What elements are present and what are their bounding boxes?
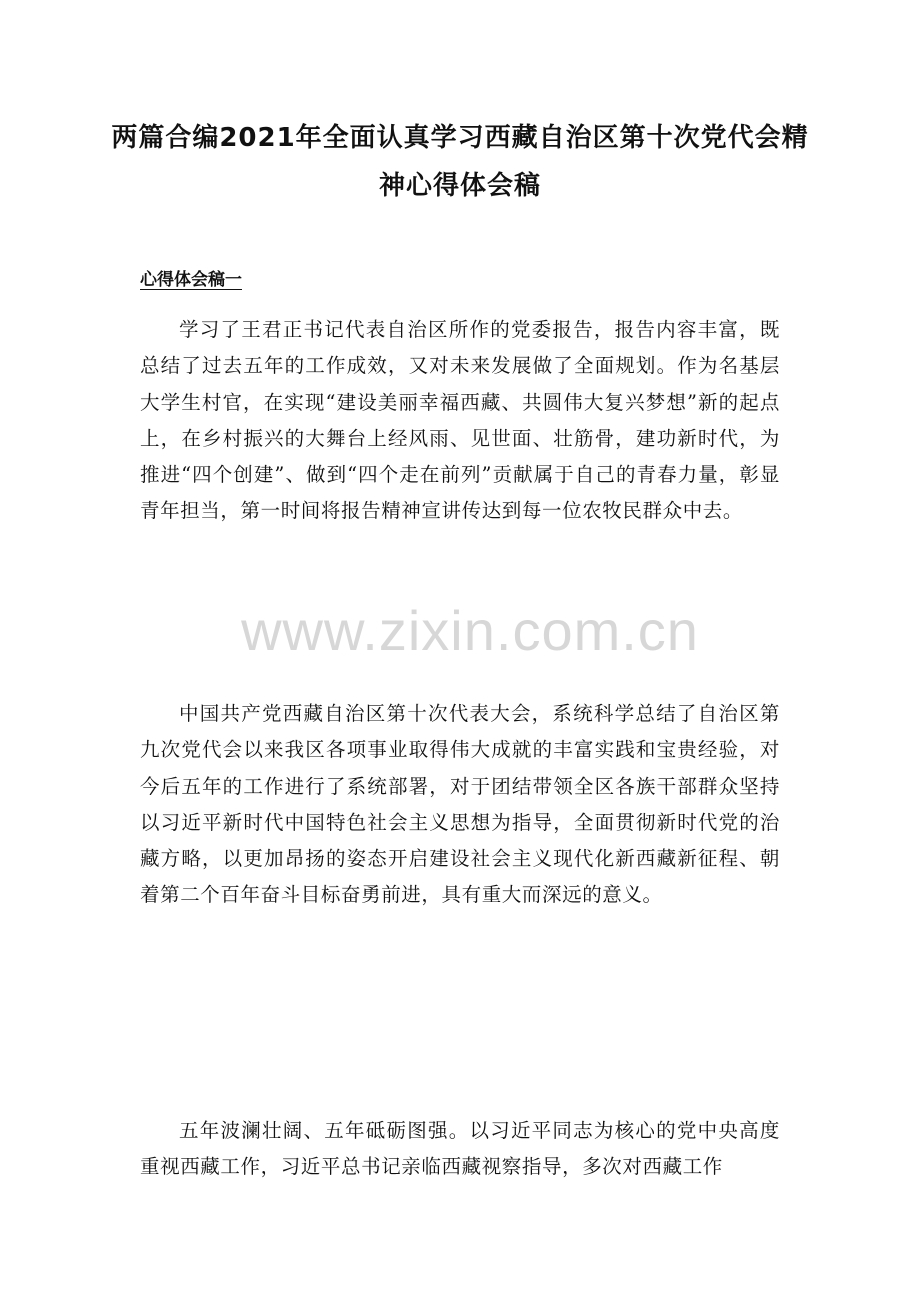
- body-paragraph-2: 中国共产党西藏自治区第十次代表大会，系统科学总结了自治区第九次党代会以来我区各项事业取得伟大成就的丰富实践和宝贵经验，对今后五年的工作进行了系统部署，对于团结带领全区各族干部群众坚持以习近平新时代中国特色社会主义思想为指导，全面贯彻新时代党的治藏方略，以更加昂扬的姿态开启建设社会主义现代化新西藏新征程、朝着第二个百年奋斗目标奋勇前进，具有重大而深远的意义。: [140, 702, 780, 907]
- body-paragraph-1: 学习了王君正书记代表自治区所作的党委报告，报告内容丰富，既总结了过去五年的工作成效，又对未来发展做了全面规划。作为名基层大学生村官，在实现“建设美丽幸福西藏、共圆伟大复兴梦想”新的起点上，在乡村振兴的大舞台上经风雨、见世面、壮筋骨，建功新时代，为推进“四个创建”、做到“四个走在前列”贡献属于自己的青春力量，彰显青年担当，第一时间将报告精神宣讲传达到每一位农牧民群众中去。: [140, 318, 780, 523]
- site-watermark: www.zixin.com.cn: [241, 599, 699, 662]
- body-paragraph-3: 五年波澜壮阔、五年砥砺图强。以习近平同志为核心的党中央高度重视西藏工作，习近平总书记亲临西藏视察指导，多次对西藏工作: [140, 1119, 780, 1179]
- document-title: 两篇合编2021年全面认真学习西藏自治区第十次党代会精神心得体会稿: [111, 123, 809, 201]
- section-heading: 心得体会稿一: [140, 270, 242, 290]
